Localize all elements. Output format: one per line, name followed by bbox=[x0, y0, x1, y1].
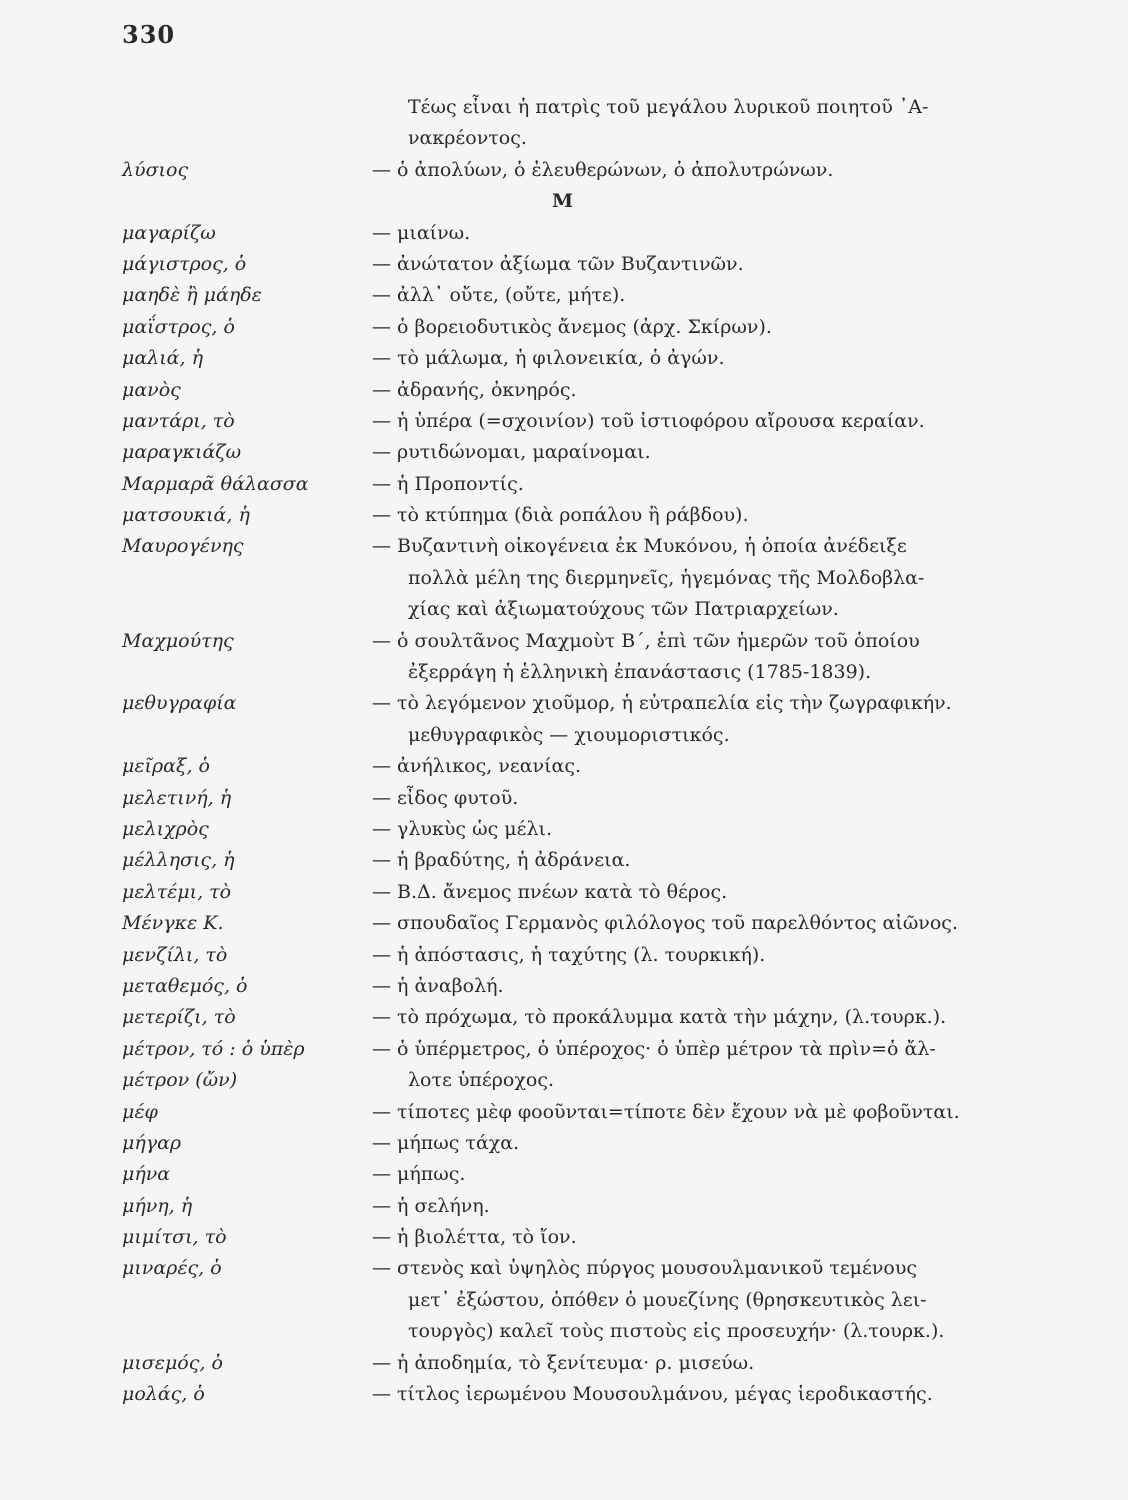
entry-definition: — μιαίνω. bbox=[372, 221, 471, 244]
entry-definition: λοτε ὑπέροχος. bbox=[408, 1069, 554, 1092]
entry-definition: — ἀνώτατον ἀξίωμα τῶν Βυζαντινῶν. bbox=[372, 252, 744, 275]
entry-definition: — μήπως. bbox=[372, 1163, 466, 1186]
entry-term: Μαυρογένης bbox=[122, 535, 244, 558]
entry-term: μαγαρίζω bbox=[122, 221, 216, 244]
entry-row bbox=[122, 1191, 1002, 1222]
entry-row bbox=[122, 500, 1002, 531]
entry-row bbox=[122, 783, 1002, 814]
entry-row bbox=[122, 531, 1002, 562]
intro-text: νακρέοντος. bbox=[408, 127, 527, 150]
intro-line bbox=[122, 123, 1002, 154]
entry-term: μαραγκιάζω bbox=[122, 441, 242, 464]
entry-term: μετερίζι, τὸ bbox=[122, 1006, 236, 1029]
entry-row bbox=[122, 1348, 1002, 1379]
entry-definition: — τὸ μάλωμα, ἡ φιλονεικία, ὁ ἀγών. bbox=[372, 347, 725, 370]
entry-term: ματσουκιά, ἡ bbox=[122, 504, 250, 527]
entry-term: μαΐστρος, ὁ bbox=[122, 315, 235, 338]
entry-row bbox=[122, 971, 1002, 1002]
entry-term: μελιχρὸς bbox=[122, 817, 209, 840]
entry-definition: — μήπως τάχα. bbox=[372, 1131, 520, 1154]
entry-row bbox=[122, 437, 1002, 468]
entry-term: μανὸς bbox=[122, 378, 181, 401]
entry-row bbox=[122, 1128, 1002, 1159]
entry-row bbox=[122, 218, 1002, 249]
entry-row bbox=[122, 1097, 1002, 1128]
entry-definition: — ἀνήλικος, νεανίας. bbox=[372, 755, 582, 778]
entry-term: Μαρμαρᾶ θάλασσα bbox=[122, 472, 309, 495]
dictionary-entries bbox=[122, 92, 1002, 1410]
entry-term: μελτέμι, τὸ bbox=[122, 880, 232, 903]
entry-term: μολάς, ὁ bbox=[122, 1383, 205, 1406]
entry-definition: — ἀδρανής, ὀκνηρός. bbox=[372, 378, 577, 401]
entry-row bbox=[122, 1253, 1002, 1284]
entry-row bbox=[122, 1034, 1002, 1065]
section-heading-row bbox=[122, 186, 1002, 217]
entry-term: Μαχμούτης bbox=[122, 629, 234, 652]
entry-term: μαηδὲ ἢ μάηδε bbox=[122, 284, 262, 307]
entry-definition: — ὁ ὑπέρμετρος, ὁ ὑπέροχος· ὁ ὑπὲρ μέτρον τὰ πρὶν=ὁ ἄλ- bbox=[372, 1037, 936, 1060]
entry-term: μιμίτσι, τὸ bbox=[122, 1226, 227, 1249]
entry-term: μέτρον (ὤν) bbox=[122, 1069, 238, 1092]
entry-continuation bbox=[122, 1285, 1002, 1316]
entry-term: μεῖραξ, ὁ bbox=[122, 755, 210, 778]
entry-definition: — Βυζαντινὴ οἰκογένεια ἐκ Μυκόνου, ἡ ὁποία ἀνέδειξε bbox=[372, 535, 907, 558]
entry-definition: — ἡ ἀποδημία, τὸ ξενίτευμα· ρ. μισεύω. bbox=[372, 1351, 755, 1374]
entry-row bbox=[122, 1065, 1002, 1096]
section-letter: M bbox=[552, 190, 574, 213]
entry-definition: — ὁ βορειοδυτικὸς ἄνεμος (ἀρχ. Σκίρων). bbox=[372, 315, 772, 338]
entry-term: μήνη, ἡ bbox=[122, 1194, 193, 1217]
entry-definition: χίας καὶ ἀξιωματούχους τῶν Πατριαρχείων. bbox=[408, 598, 839, 621]
entry-definition: μετ᾿ ἐξώστου, ὁπόθεν ὁ μουεζίνης (θρησκευτικὸς λει- bbox=[408, 1288, 927, 1311]
entry-row bbox=[122, 375, 1002, 406]
entry-continuation bbox=[122, 563, 1002, 594]
entry-definition: — ὁ σουλτᾶνος Μαχμοὺτ Β΄, ἐπὶ τῶν ἡμερῶν τοῦ ὁποίου bbox=[372, 629, 920, 652]
entry-continuation bbox=[122, 657, 1002, 688]
entry-term: μέφ bbox=[122, 1100, 158, 1123]
entry-row bbox=[122, 469, 1002, 500]
entry-term: μελετινή, ἡ bbox=[122, 786, 232, 809]
entry-definition: — ὁ ἀπολύων, ὁ ἐλευθερώνων, ὁ ἀπολυτρώνων. bbox=[372, 158, 834, 181]
page-number: 330 bbox=[122, 20, 176, 49]
entry-row bbox=[122, 814, 1002, 845]
entry-definition: — τίποτες μὲφ φοοῦνται=τίποτε δὲν ἔχουν νὰ μὲ φοβοῦνται. bbox=[372, 1100, 960, 1123]
entry-row bbox=[122, 845, 1002, 876]
entry-row bbox=[122, 1222, 1002, 1253]
entry-term: μαλιά, ἡ bbox=[122, 347, 203, 370]
entry-definition: — σπουδαῖος Γερμανὸς φιλόλογος τοῦ παρελθόντος αἰῶνος. bbox=[372, 912, 958, 935]
entry-term: μάγιστρος, ὁ bbox=[122, 252, 247, 275]
entry-row bbox=[122, 406, 1002, 437]
entry-definition: μεθυγραφικὸς — χιουμοριστικός. bbox=[408, 723, 730, 746]
entry-definition: — ἡ σελήνη. bbox=[372, 1194, 490, 1217]
entry-term: μενζίλι, τὸ bbox=[122, 943, 228, 966]
entry-definition: — τὸ λεγόμενον χιοῦμορ, ἡ εὐτραπελία εἰς τὴν ζωγραφικήν. bbox=[372, 692, 952, 715]
entry-row bbox=[122, 249, 1002, 280]
entry-definition: τουργὸς) καλεῖ τοὺς πιστοὺς εἰς προσευχήν· (λ.τουρκ.). bbox=[408, 1320, 945, 1343]
entry-row bbox=[122, 877, 1002, 908]
entry-row bbox=[122, 751, 1002, 782]
entry-row bbox=[122, 940, 1002, 971]
entry-row bbox=[122, 908, 1002, 939]
entry-definition: — ἡ Προποντίς. bbox=[372, 472, 524, 495]
entry-definition: — γλυκὺς ὡς μέλι. bbox=[372, 817, 552, 840]
entry-definition: — τίτλος ἱερωμένου Μουσουλμάνου, μέγας ἱεροδικαστής. bbox=[372, 1383, 933, 1406]
intro-line bbox=[122, 92, 1002, 123]
entry-continuation bbox=[122, 1316, 1002, 1347]
entry-term: μήγαρ bbox=[122, 1131, 182, 1154]
intro-text: Τέως εἶναι ἡ πατρὶς τοῦ μεγάλου λυρικοῦ ποιητοῦ ᾿Α- bbox=[408, 96, 929, 118]
entry-definition: — εἶδος φυτοῦ. bbox=[372, 786, 519, 809]
entry-definition: — ἡ ἀναβολή. bbox=[372, 974, 504, 997]
entry-term: μέλλησις, ἡ bbox=[122, 849, 235, 872]
entry-row bbox=[122, 155, 1002, 186]
entry-continuation bbox=[122, 594, 1002, 625]
entry-definition: — τὸ πρόχωμα, τὸ προκάλυμμα κατὰ τὴν μάχην, (λ.τουρκ.). bbox=[372, 1006, 947, 1029]
entry-row bbox=[122, 1002, 1002, 1033]
entry-row bbox=[122, 280, 1002, 311]
entry-continuation bbox=[122, 720, 1002, 751]
entry-definition: — ἀλλ᾿ οὔτε, (οὔτε, μήτε). bbox=[372, 284, 626, 307]
entry-definition: πολλὰ μέλη της διερμηνεῖς, ἡγεμόνας τῆς Μολδοβλα- bbox=[408, 566, 925, 589]
entry-definition: — ἡ ἀπόστασις, ἡ ταχύτης (λ. τουρκική). bbox=[372, 943, 766, 966]
entry-definition: — ἡ βραδύτης, ἡ ἀδράνεια. bbox=[372, 849, 631, 872]
entry-term: μεθυγραφία bbox=[122, 692, 237, 715]
entry-row bbox=[122, 1159, 1002, 1190]
entry-row bbox=[122, 343, 1002, 374]
entry-definition: — στενὸς καὶ ὑψηλὸς πύργος μουσουλμανικοῦ τεμένους bbox=[372, 1257, 918, 1280]
entry-row bbox=[122, 688, 1002, 719]
entry-definition: — τὸ κτύπημα (διὰ ροπάλου ἢ ράβδου). bbox=[372, 504, 749, 527]
entry-row bbox=[122, 626, 1002, 657]
entry-row bbox=[122, 1379, 1002, 1410]
entry-term: μαντάρι, τὸ bbox=[122, 409, 235, 432]
entry-definition: — Β.Δ. ἄνεμος πνέων κατὰ τὸ θέρος. bbox=[372, 880, 728, 903]
entry-term: λύσιος bbox=[122, 158, 189, 181]
entry-definition: ἐξερράγη ἡ ἑλληνικὴ ἐπανάστασις (1785-1839). bbox=[408, 661, 872, 684]
entry-term: μήνα bbox=[122, 1163, 171, 1186]
entry-term: μεταθεμός, ὁ bbox=[122, 974, 248, 997]
entry-definition: — ἡ ὑπέρα (=σχοινίον) τοῦ ἱστιοφόρου αἴρουσα κεραίαν. bbox=[372, 409, 925, 432]
entry-term: Μένγκε Κ. bbox=[122, 912, 224, 935]
entry-definition: — ἡ βιολέττα, τὸ ἴον. bbox=[372, 1226, 577, 1249]
entry-row bbox=[122, 312, 1002, 343]
entry-term: μέτρον, τό : ὁ ὑπὲρ bbox=[122, 1037, 305, 1060]
entry-term: μιναρές, ὁ bbox=[122, 1257, 222, 1280]
entry-term: μισεμός, ὁ bbox=[122, 1351, 223, 1374]
entry-definition: — ρυτιδώνομαι, μαραίνομαι. bbox=[372, 441, 651, 464]
